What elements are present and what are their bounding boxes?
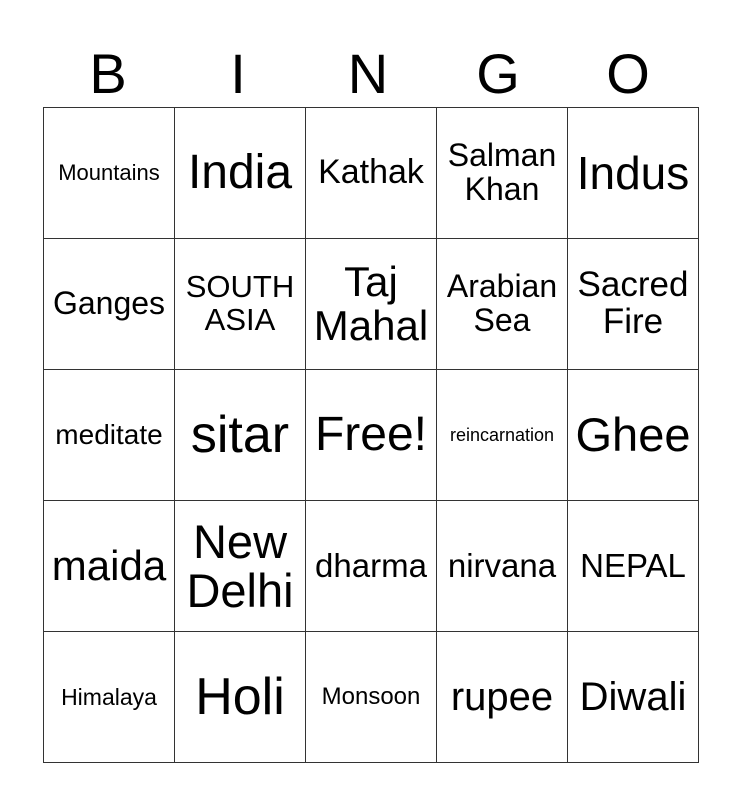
bingo-cell[interactable]: Indus: [568, 108, 699, 239]
bingo-cell[interactable]: maida: [44, 501, 175, 632]
header-letter-o: O: [606, 42, 650, 105]
bingo-cell[interactable]: Ganges: [44, 239, 175, 370]
header-letter-b: B: [89, 42, 127, 105]
header-letter-n: N: [347, 42, 389, 105]
bingo-cell[interactable]: rupee: [437, 632, 568, 763]
bingo-cell[interactable]: Monsoon: [306, 632, 437, 763]
bingo-cell[interactable]: Kathak: [306, 108, 437, 239]
bingo-header: [43, 44, 693, 104]
bingo-row: [44, 370, 699, 501]
bingo-row: [44, 632, 699, 763]
bingo-cell[interactable]: Holi: [175, 632, 306, 763]
bingo-cell[interactable]: India: [175, 108, 306, 239]
bingo-cell[interactable]: Diwali: [568, 632, 699, 763]
header-letter-i: I: [230, 42, 246, 105]
bingo-grid: [43, 107, 699, 763]
bingo-row: [44, 108, 699, 239]
bingo-cell[interactable]: Mountains: [44, 108, 175, 239]
bingo-cell[interactable]: Arabian Sea: [437, 239, 568, 370]
bingo-cell[interactable]: Salman Khan: [437, 108, 568, 239]
bingo-row: [44, 239, 699, 370]
bingo-cell[interactable]: New Delhi: [175, 501, 306, 632]
bingo-cell[interactable]: SOUTH ASIA: [175, 239, 306, 370]
bingo-cell[interactable]: sitar: [175, 370, 306, 501]
bingo-cell[interactable]: nirvana: [437, 501, 568, 632]
bingo-cell[interactable]: Sacred Fire: [568, 239, 699, 370]
bingo-cell[interactable]: Ghee: [568, 370, 699, 501]
bingo-row: [44, 501, 699, 632]
bingo-cell[interactable]: Taj Mahal: [306, 239, 437, 370]
header-letter-g: G: [476, 42, 520, 105]
bingo-cell[interactable]: Himalaya: [44, 632, 175, 763]
bingo-cell[interactable]: NEPAL: [568, 501, 699, 632]
bingo-cell[interactable]: meditate: [44, 370, 175, 501]
bingo-cell free-cell[interactable]: Free!: [306, 370, 437, 501]
bingo-cell[interactable]: reincarnation: [437, 370, 568, 501]
bingo-cell[interactable]: dharma: [306, 501, 437, 632]
